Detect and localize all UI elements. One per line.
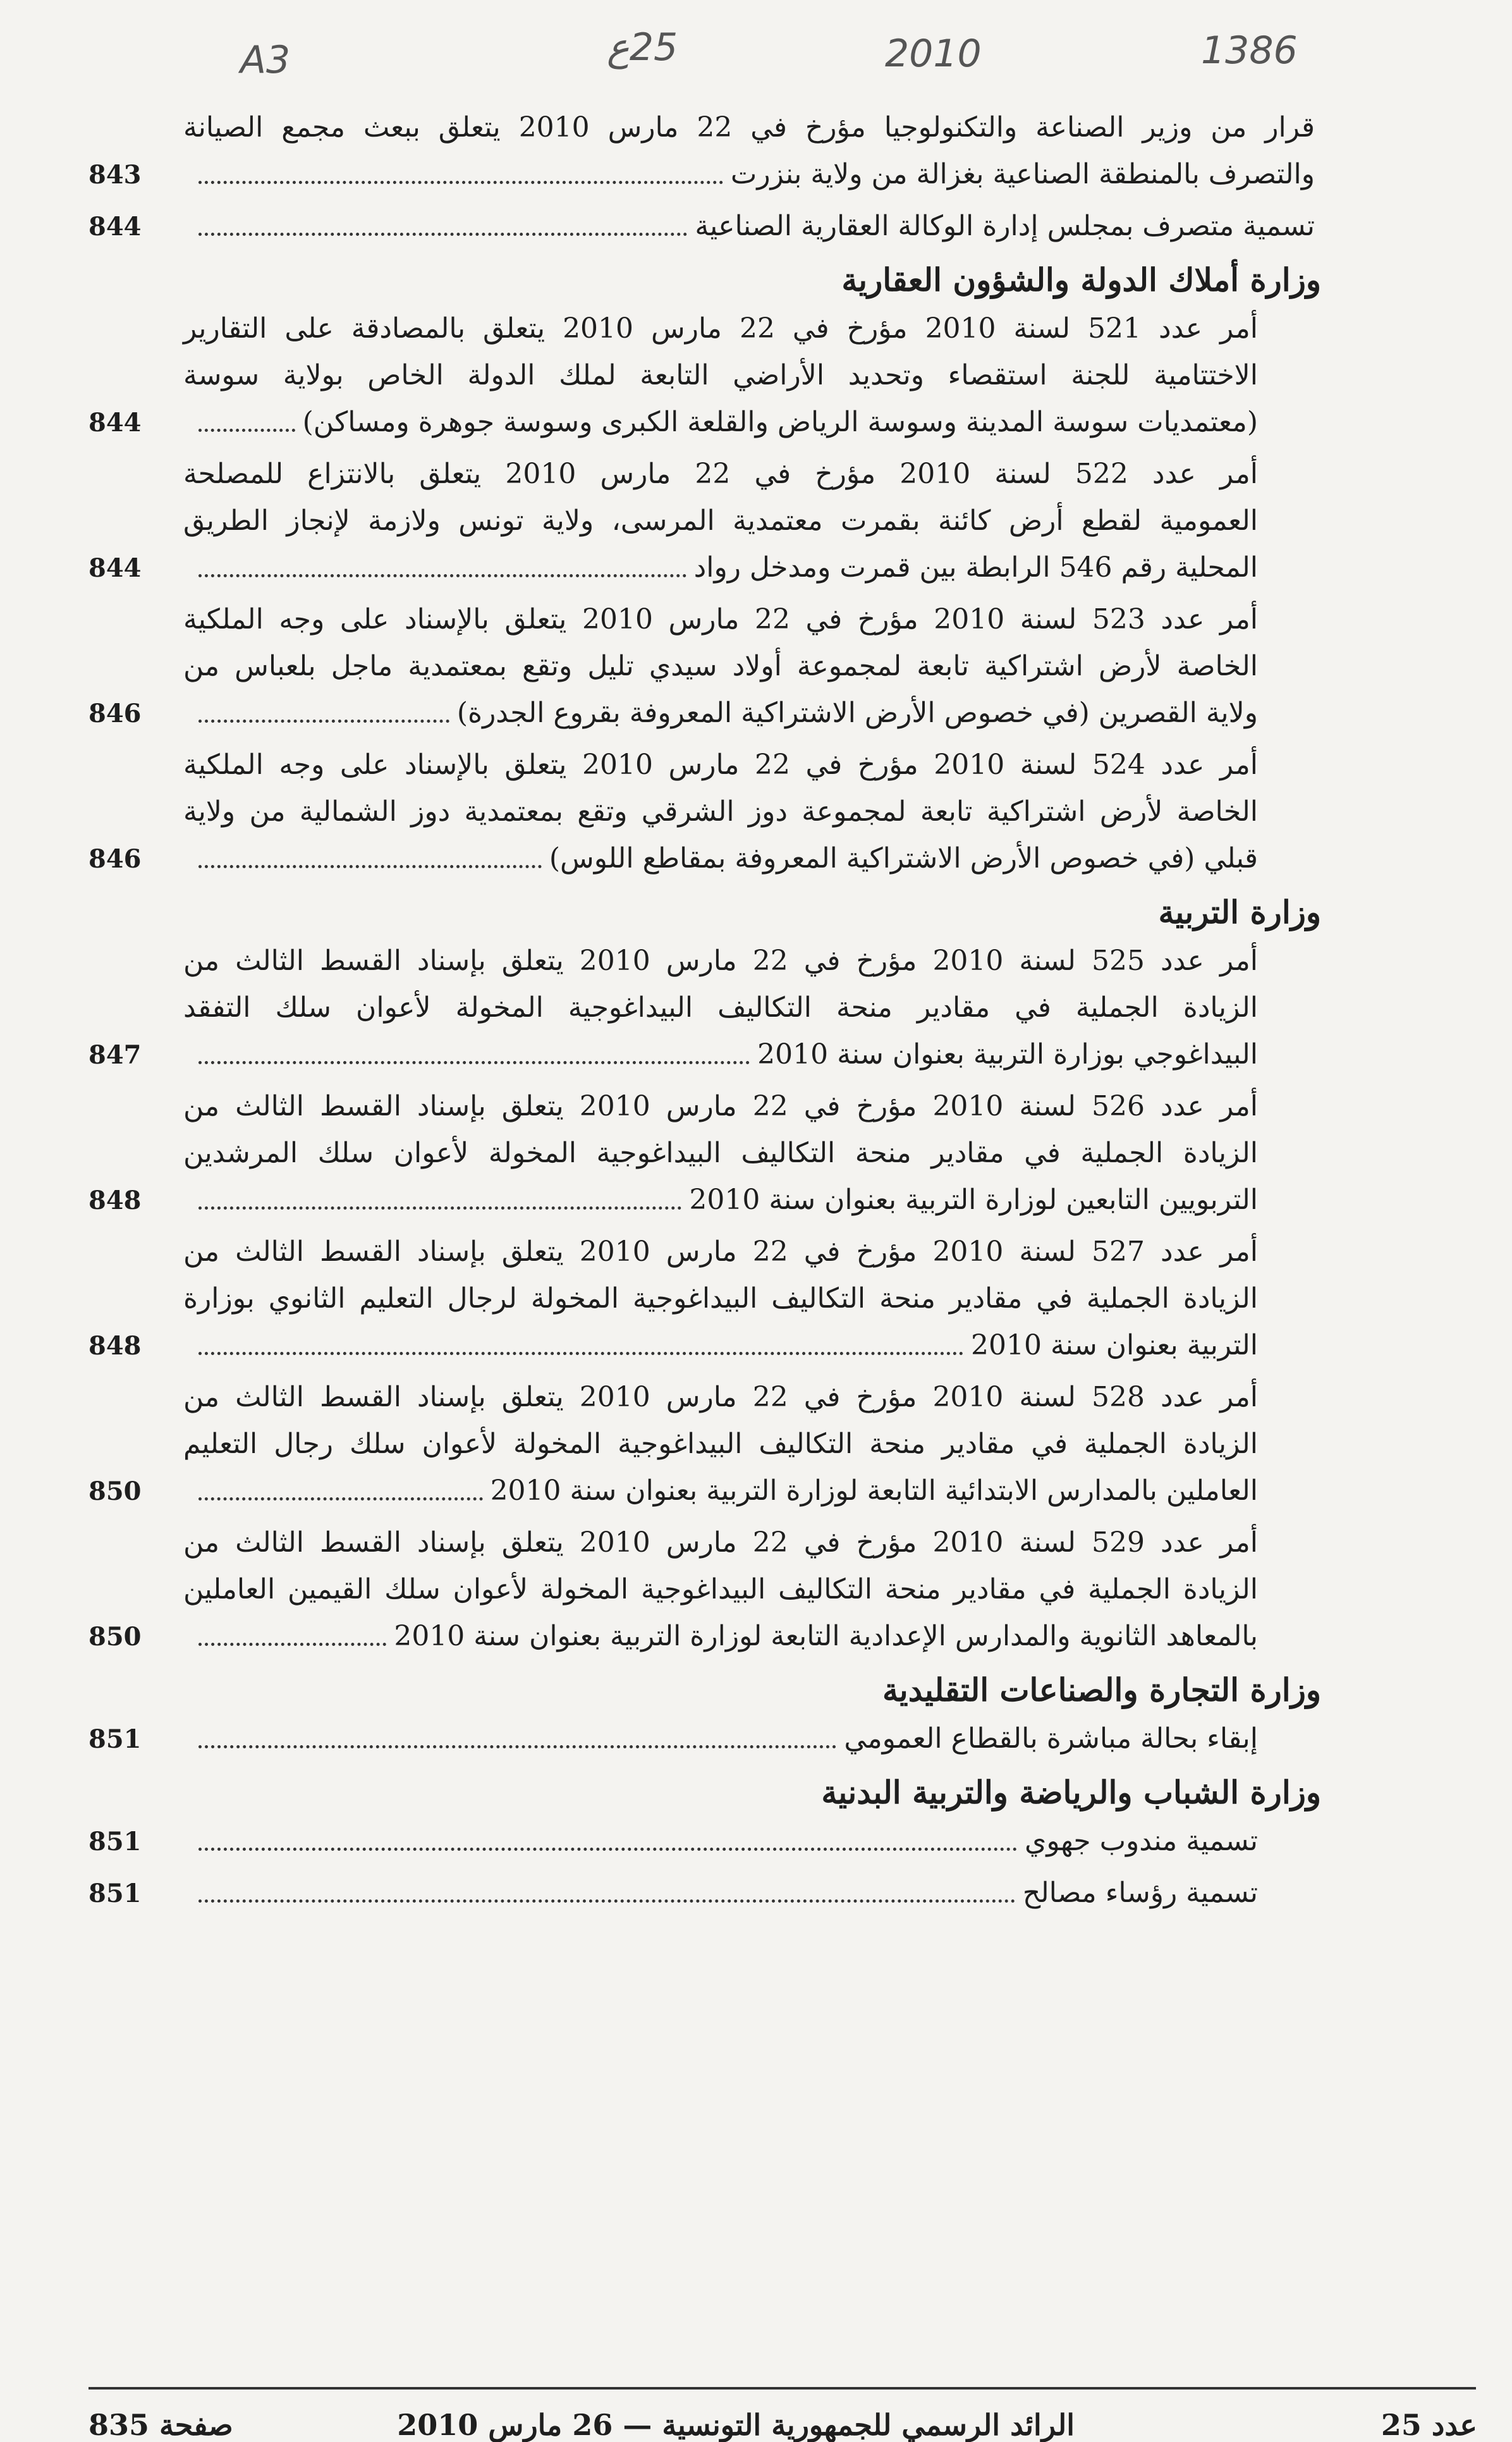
toc-entry[interactable] [88, 742, 1315, 882]
page-number[interactable]: 851 [88, 1879, 142, 1908]
entry-text-line: والتصرف بالمنطقة الصناعية بغزالة من ولاية بنزرت [730, 158, 1315, 190]
ministry-heading: وزارة الشباب والرياضة والتربية البدنية [821, 1774, 1321, 1811]
page-number[interactable]: 844 [88, 408, 142, 438]
handwritten-note-center: 25ع [607, 25, 678, 70]
toc-entry[interactable] [88, 1374, 1315, 1514]
entry-text-line: بالمعاهد الثانوية والمدارس الإعدادية التابعة لوزارة التربية بعنوان سنة 2010 [394, 1620, 1258, 1652]
dot-leader [198, 428, 295, 432]
dot-leader [198, 1847, 1017, 1851]
page-number[interactable]: 846 [88, 844, 142, 874]
dot-leader [198, 719, 449, 723]
entry-text-line: الخاصة لأرض اشتراكية تابعة لمجموعة أولاد سيدي تليل وتقع بمعتمدية ماجل بلعباس من [183, 650, 1258, 682]
dot-leader [198, 1642, 386, 1646]
entry-text-line: أمر عدد 527 لسنة 2010 مؤرخ في 22 مارس 2010 يتعلق بإسناد القسط الثالث من [183, 1236, 1259, 1268]
page-number[interactable]: 844 [88, 553, 142, 583]
page-number[interactable]: 848 [88, 1186, 142, 1215]
toc-entry[interactable] [88, 938, 1315, 1078]
page-number[interactable]: 848 [88, 1331, 142, 1361]
dot-leader [198, 232, 687, 236]
page-number[interactable]: 851 [88, 1827, 142, 1856]
dot-leader [198, 574, 686, 577]
toc-entry[interactable] [88, 1715, 1315, 1762]
ministry-heading: وزارة التجارة والصناعات التقليدية [882, 1671, 1321, 1709]
ministry-heading: وزارة التربية [1158, 893, 1321, 931]
entry-text-line: الخاصة لأرض اشتراكية تابعة لمجموعة دوز الشرقي وتقع بمعتمدية دوز الشمالية من ولاية [183, 795, 1258, 828]
entry-text-line: تسمية رؤساء مصالح [1022, 1877, 1258, 1909]
entry-text-line: الاختتامية للجنة استقصاء وتحديد الأراضي التابعة لملك الدولة الخاص بولاية سوسة [183, 359, 1258, 391]
entry-text-line: الزيادة الجملية في مقادير منحة التكاليف البيداغوجية المخولة لأعوان سلك رجال التعليم [183, 1428, 1258, 1460]
entry-text-line: الزيادة الجملية في مقادير منحة التكاليف البيداغوجية المخولة لأعوان سلك التفقد [183, 991, 1258, 1024]
dot-leader [198, 1060, 750, 1064]
dot-leader [198, 1206, 681, 1210]
dot-leader [198, 1745, 836, 1748]
entry-text-line: المحلية رقم 546 الرابطة بين قمرت ومدخل رواد [693, 551, 1258, 584]
entry-text-line: الزيادة الجملية في مقادير منحة التكاليف البيداغوجية المخولة لأعوان سلك المرشدين [183, 1137, 1258, 1169]
toc-entry[interactable] [88, 451, 1315, 591]
handwritten-note-year: 2010 [885, 32, 982, 76]
entry-text-line: (معتمديات سوسة المدينة وسوسة الرياض والقلعة الكبرى وسوسة جوهرة ومساكن) [302, 406, 1258, 438]
entry-text-line: إبقاء بحالة مباشرة بالقطاع العمومي [844, 1722, 1258, 1755]
dot-leader [198, 1899, 1015, 1903]
entry-text-line: أمر عدد 521 لسنة 2010 مؤرخ في 22 مارس 2010 يتعلق بالمصادقة على التقارير [183, 312, 1259, 345]
footer-journal-title: الرائد الرسمي للجمهورية التونسية — 26 مارس 2010 [397, 2408, 1075, 2442]
handwritten-note-right: 1386 [1201, 28, 1298, 73]
entry-text-line: أمر عدد 529 لسنة 2010 مؤرخ في 22 مارس 2010 يتعلق بإسناد القسط الثالث من [183, 1526, 1259, 1559]
entry-text-line: تسمية مندوب جهوي [1024, 1825, 1258, 1857]
toc-entry[interactable] [88, 1229, 1315, 1369]
toc-entry[interactable] [88, 1519, 1315, 1660]
entry-text-line: الزيادة الجملية في مقادير منحة التكاليف البيداغوجية المخولة لرجال التعليم الثانوي بوزارة [183, 1282, 1258, 1315]
toc-entry[interactable] [88, 1870, 1315, 1917]
page-number[interactable]: 844 [88, 212, 142, 242]
toc-entry[interactable] [88, 1818, 1315, 1865]
footer-rule [88, 2387, 1476, 2390]
page-number[interactable]: 851 [88, 1724, 142, 1754]
footer-page-number: صفحة 835 [88, 2408, 233, 2442]
entry-text-line: العمومية لقطع أرض كائنة بقمرت معتمدية المرسى، ولاية تونس ولازمة لإنجاز الطريق [183, 505, 1258, 537]
entry-text-line: أمر عدد 523 لسنة 2010 مؤرخ في 22 مارس 2010 يتعلق بالإسناد على وجه الملكية [183, 603, 1258, 635]
entry-text-line: أمر عدد 522 لسنة 2010 مؤرخ في 22 مارس 2010 يتعلق بالانتزاع للمصلحة [183, 458, 1258, 490]
page-number[interactable]: 846 [88, 699, 142, 728]
entry-text-line: التربويين التابعين لوزارة التربية بعنوان سنة 2010 [689, 1184, 1258, 1216]
page-number[interactable]: 847 [88, 1040, 142, 1070]
table-of-contents [88, 104, 1321, 1922]
ministry-heading: وزارة أملاك الدولة والشؤون العقارية [841, 261, 1321, 298]
page-number[interactable]: 850 [88, 1476, 142, 1506]
entry-text-line: قرار من وزير الصناعة والتكنولوجيا مؤرخ في 22 مارس 2010 يتعلق ببعث مجمع الصيانة [183, 111, 1315, 144]
toc-entry[interactable] [88, 203, 1315, 250]
dot-leader [198, 1351, 963, 1355]
handwritten-note-left: A3 [240, 38, 291, 82]
entry-text-line: تسمية متصرف بمجلس إدارة الوكالة العقارية الصناعية [695, 210, 1315, 242]
entry-text-line: ولاية القصرين (في خصوص الأرض الاشتراكية المعروفة بقروع الجدرة) [456, 697, 1258, 729]
entry-text-line: البيداغوجي بوزارة التربية بعنوان سنة 2010 [757, 1038, 1258, 1071]
dot-leader [198, 180, 723, 184]
entry-text-line: أمر عدد 525 لسنة 2010 مؤرخ في 22 مارس 2010 يتعلق بإسناد القسط الثالث من [183, 945, 1259, 977]
dot-leader [198, 864, 542, 868]
entry-text-line: أمر عدد 526 لسنة 2010 مؤرخ في 22 مارس 2010 يتعلق بإسناد القسط الثالث من [183, 1090, 1259, 1122]
entry-text-line: العاملين بالمدارس الابتدائية التابعة لوزارة التربية بعنوان سنة 2010 [490, 1475, 1258, 1507]
entry-text-line: قبلي (في خصوص الأرض الاشتراكية المعروفة بمقاطع اللوس) [549, 842, 1258, 874]
page-number[interactable]: 843 [88, 160, 142, 190]
toc-entry[interactable] [88, 104, 1315, 198]
dot-leader [198, 1497, 483, 1500]
page-number[interactable]: 850 [88, 1622, 142, 1652]
entry-text-line: التربية بعنوان سنة 2010 [971, 1329, 1258, 1361]
entry-text-line: أمر عدد 524 لسنة 2010 مؤرخ في 22 مارس 2010 يتعلق بالإسناد على وجه الملكية [183, 749, 1258, 781]
toc-entry[interactable] [88, 305, 1315, 446]
toc-entry[interactable] [88, 1083, 1315, 1224]
entry-text-line: أمر عدد 528 لسنة 2010 مؤرخ في 22 مارس 2010 يتعلق بإسناد القسط الثالث من [183, 1381, 1259, 1413]
entry-text-line: الزيادة الجملية في مقادير منحة التكاليف البيداغوجية المخولة لأعوان سلك القيمين العاملين [183, 1573, 1258, 1605]
footer-issue-number: عدد 25 [1381, 2408, 1477, 2442]
toc-entry[interactable] [88, 596, 1315, 737]
